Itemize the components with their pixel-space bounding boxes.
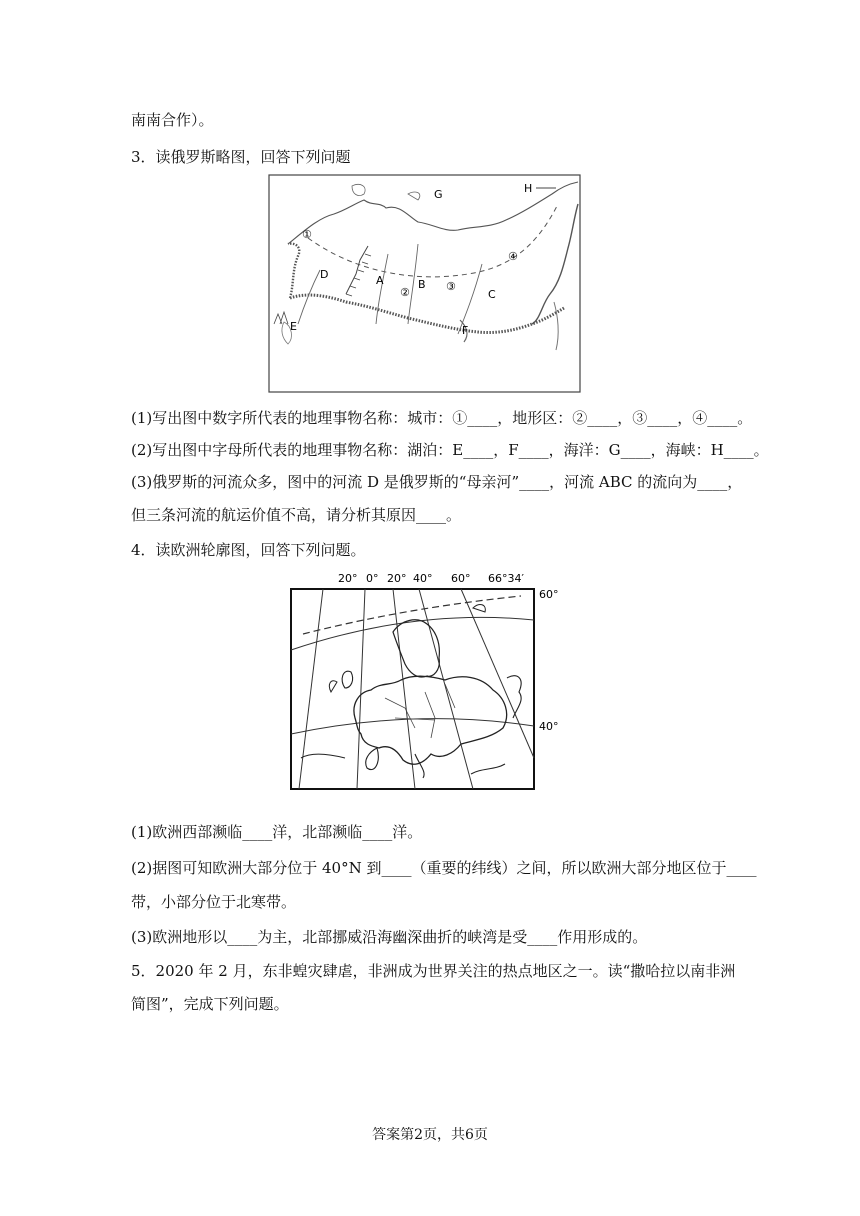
- map-label-2: ②: [400, 286, 410, 299]
- q4-part-2-cont: 带，小部分位于北寒带。: [131, 893, 297, 911]
- map-label-B: B: [418, 278, 426, 291]
- map-label-H: H: [524, 182, 533, 195]
- question-4-title: 4．读欧洲轮廓图，回答下列问题。: [131, 541, 366, 559]
- lon-label-40e: 40°: [413, 572, 433, 585]
- map-label-E: E: [290, 320, 297, 333]
- map-label-D: D: [320, 268, 329, 281]
- q3-part-3: (3)俄罗斯的河流众多，图中的河流 D 是俄罗斯的“母亲河”____，河流 ABC 的流向为____，: [131, 473, 743, 491]
- question-5-title-cont: 简图”，完成下列问题。: [131, 995, 289, 1013]
- q3-part-3-cont: 但三条河流的航运价值不高，请分析其原因____。: [131, 506, 462, 524]
- europe-map: [285, 568, 570, 794]
- q4-part-2: (2)据图可知欧洲大部分位于 40°N 到____（重要的纬线）之间，所以欧洲大部分地区位于____: [131, 859, 757, 877]
- map-label-F: F: [462, 324, 469, 337]
- text-line-1: 南南合作）。: [131, 111, 214, 129]
- map-label-4: ④: [508, 250, 518, 263]
- lat-label-40: 40°: [539, 720, 559, 733]
- lon-label-60e: 60°: [451, 572, 471, 585]
- lat-label-arctic: 66°34′: [488, 572, 524, 585]
- map-label-3: ③: [446, 280, 456, 293]
- map-label-A: A: [376, 274, 384, 287]
- map-label-C: C: [488, 288, 496, 301]
- q4-part-3: (3)欧洲地形以____为主，北部挪威沿海幽深曲折的峡湾是受____作用形成的。: [131, 928, 648, 946]
- lon-label-20e: 20°: [387, 572, 407, 585]
- q3-part-1: (1)写出图中数字所代表的地理事物名称：城市：①____，地形区：②____，③____，④____。: [131, 409, 753, 427]
- q4-part-1: (1)欧洲西部濒临____洋，北部濒临____洋。: [131, 823, 423, 841]
- lon-label-20w: 20°: [338, 572, 358, 585]
- map-label-G: G: [434, 188, 443, 201]
- question-3-title: 3．读俄罗斯略图，回答下列问题: [131, 148, 351, 166]
- lat-label-60: 60°: [539, 588, 559, 601]
- question-5-title: 5．2020 年 2 月，东非蝗灾肆虐，非洲成为世界关注的热点地区之一。读“撒哈拉以南非洲: [131, 962, 736, 980]
- page-footer: 答案第2页，共6页: [372, 1127, 488, 1143]
- russia-map: [268, 174, 581, 393]
- map-label-1: ①: [302, 228, 312, 241]
- q3-part-2: (2)写出图中字母所代表的地理事物名称：湖泊：E____，F____，海洋：G____，海峡：H____。: [131, 441, 769, 459]
- lon-label-0: 0°: [366, 572, 379, 585]
